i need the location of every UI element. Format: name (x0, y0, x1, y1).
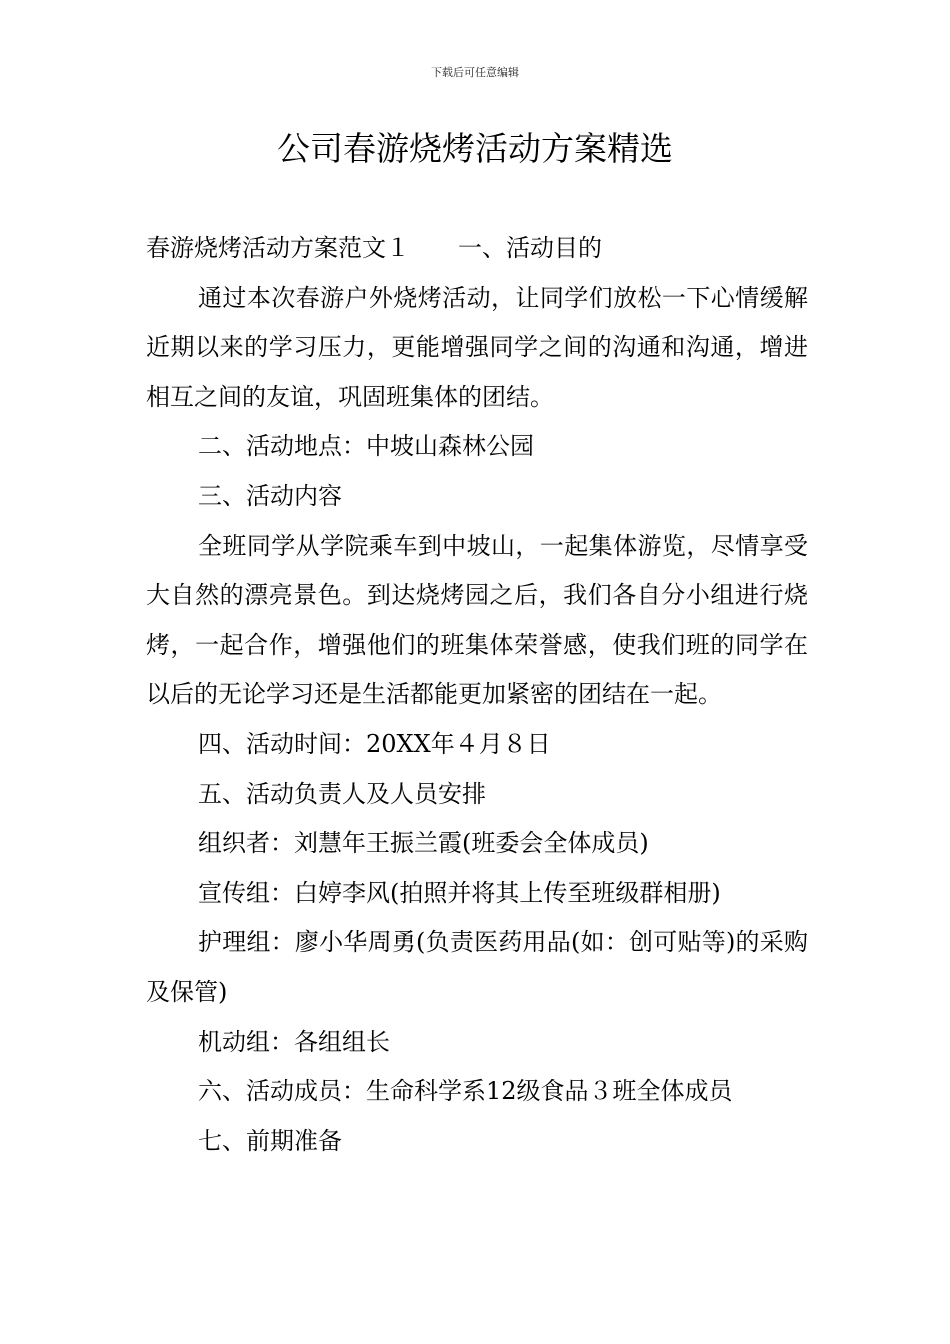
header-note: 下载后可任意编辑 (431, 66, 519, 79)
paragraph-organizer: 组织者：刘慧年王振兰霞(班委会全体成员) (198, 829, 649, 858)
paragraph-content: 全班同学从学院乘车到中坡山，一起集体游览，尽情享受大自然的漂亮景色。到达烧烤园之后，我们各自分小组进行烧烤，一起合作，增强他们的班集体荣誉感，使我们班的同学在以后的无论学习还是生活都能更加紧密的团结在一起。 (146, 531, 808, 709)
paragraph-mobile: 机动组：各组组长 (198, 1027, 390, 1056)
page-title: 公司春游烧烤活动方案精选 (277, 129, 673, 168)
paragraph-purpose: 通过本次春游户外烧烤活动，让同学们放松一下心情缓解近期以来的学习压力，更能增强同学之间的沟通和沟通，增进相互之间的友谊，巩固班集体的团结。 (146, 283, 808, 411)
heading-staff: 五、活动负责人及人员安排 (198, 779, 486, 808)
paragraph-location: 二、活动地点：中坡山森林公园 (198, 432, 534, 461)
paragraph-care: 护理组：廖小华周勇(负责医药用品(如：创可贴等)的采购及保管) (146, 928, 808, 1006)
document-body (146, 224, 808, 1166)
section-label: 春游烧烤活动方案范文１ (146, 234, 410, 262)
heading-purpose: 一、活动目的 (458, 234, 602, 262)
section-heading-line (146, 224, 808, 274)
paragraph-members: 六、活动成员：生命科学系12级食品３班全体成员 (198, 1077, 733, 1106)
paragraph-time: 四、活动时间：20XX年４月８日 (198, 729, 551, 758)
paragraph-publicity: 宣传组：白婷李风(拍照并将其上传至班级群相册) (198, 878, 721, 907)
heading-content: 三、活动内容 (198, 481, 342, 510)
heading-preparation: 七、前期准备 (198, 1126, 342, 1155)
